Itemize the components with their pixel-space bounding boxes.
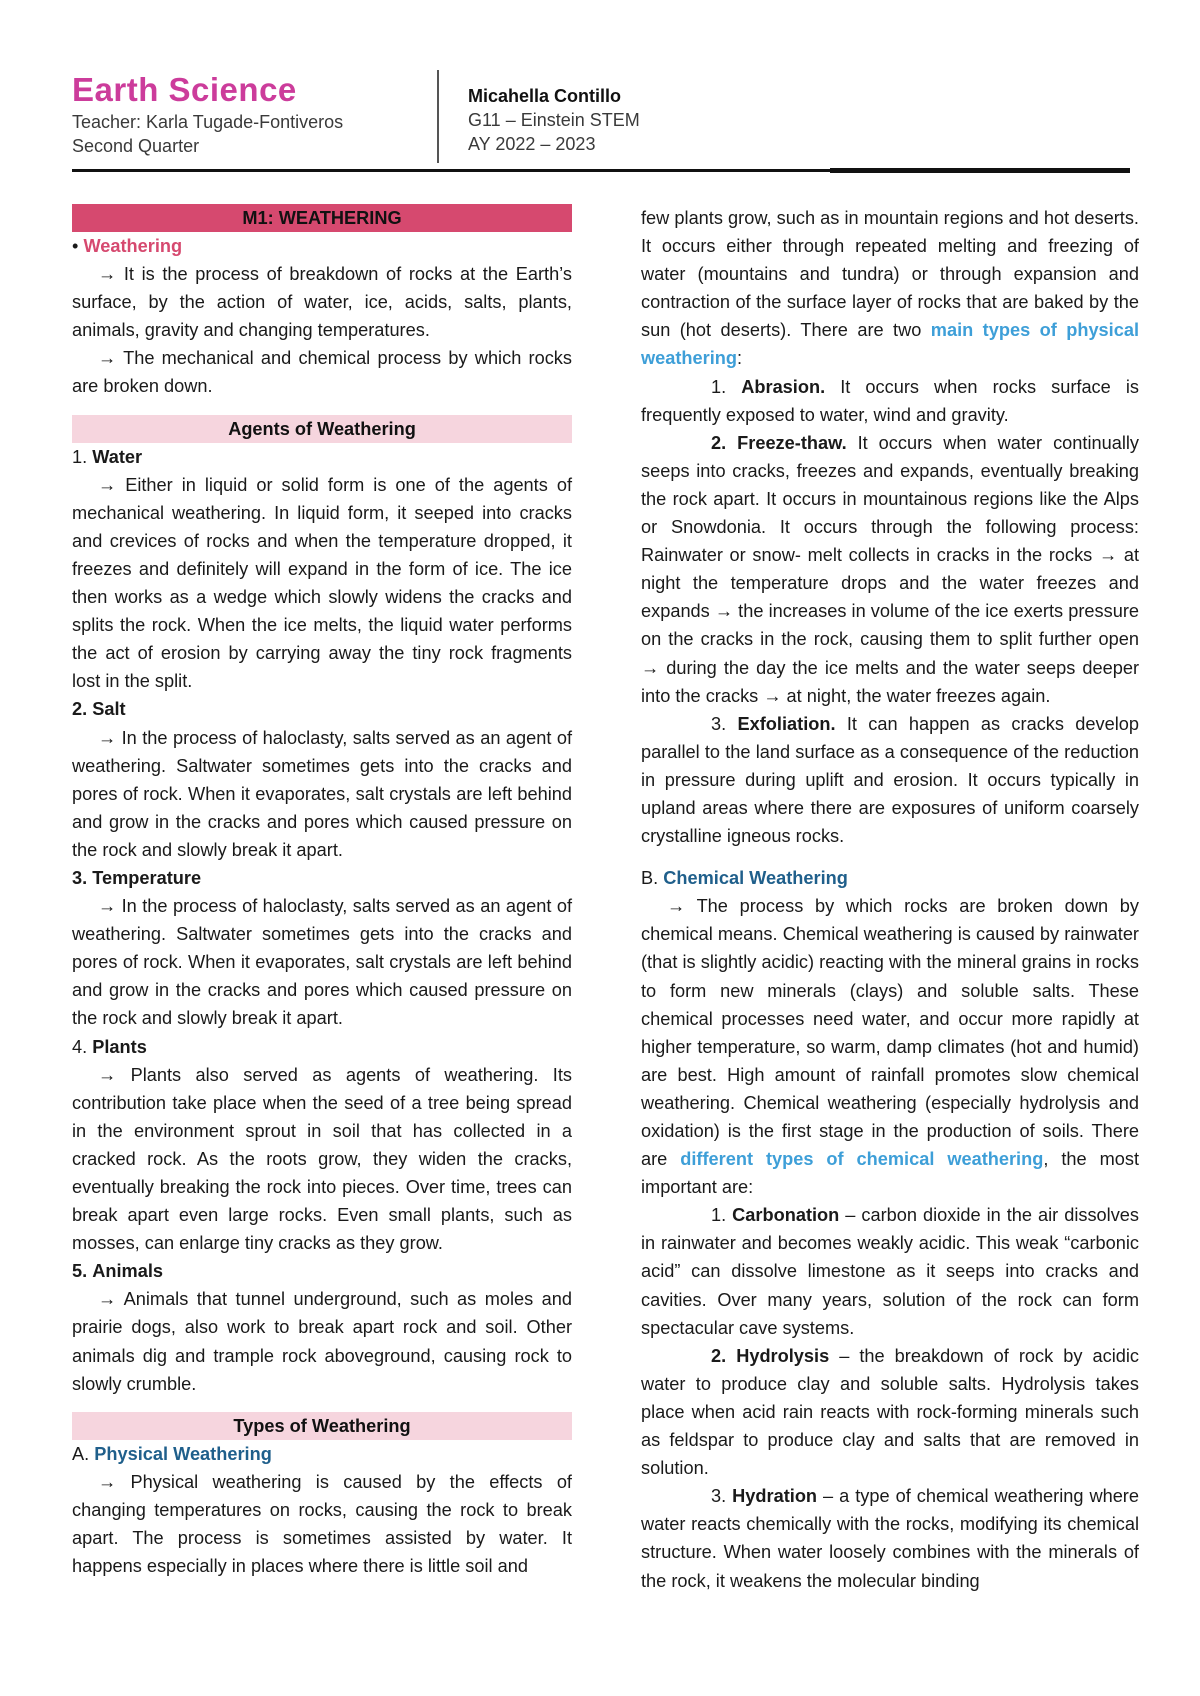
freeze-thaw-text: It occurs when water continually seeps into cracks, freezes and expands, eventually breaking the rock apart. It occurs in mountainous regions like the Alps or Snowdonia. It occurs through the following process: Rainwater or snow- melt collects in cracks in the rocks → at night the temperature drops and the water freezes and expands → the increases in volume of the ice exerts pressure on the cracks in the rock, causing them to split further open → during the day the ice melts and the water seeps deeper into the cracks → at night, the water freezes again. (641, 432, 1140, 706)
physical-weathering-text (72, 1468, 572, 1580)
abrasion-item (641, 373, 1139, 429)
item-number: 3. (711, 713, 727, 734)
agent-name: Salt (92, 699, 126, 720)
intro-definition-1: → It is the process of breakdown of rocks at the Earth’s surface, by the action of water, ice, acids, salts, plants, animals, gravity and changing temperatures. (72, 264, 572, 341)
agent-water-title (72, 443, 572, 471)
hydration-term: Hydration (732, 1486, 818, 1507)
physical-weathering-label: Physical Weathering (94, 1443, 272, 1464)
main-types-highlight: main types of physical weathering (641, 320, 1140, 369)
hydration-text: – a type of chemical weathering where water reacts chemically with the rocks, modifying its chemical structure. When water loosely combines with the minerals of the rock, it weakens the molecular binding (641, 1486, 1139, 1591)
carbonation-text: – carbon dioxide in the air dissolves in rainwater and becomes weakly acidic. This weak “carbonic acid” can dissolve limestone as it seeps into cracks and cavities. Over many years, solution of the rock can form spectacular cave systems. (641, 1205, 1140, 1338)
agent-number: 1. (72, 446, 88, 467)
chemical-weathering-text (641, 892, 1139, 1201)
different-types-highlight: different types of chemical weathering (680, 1149, 1044, 1170)
agent-name: Plants (92, 1036, 147, 1057)
item-number: 3. (711, 1486, 727, 1507)
abrasion-text: It occurs when rocks surface is frequently exposed to water, wind and gravity. (641, 376, 1139, 425)
agent-number: 5. (72, 1261, 88, 1282)
agent-name: Animals (92, 1261, 163, 1282)
carbonation-item (641, 1201, 1139, 1341)
left-column (72, 204, 572, 1580)
chemical-weathering-title (641, 864, 1139, 892)
physical-text-continued: few plants grow, such as in mountain regions and hot deserts. It occurs either through repeated melting and freezing of water (mountains and tundra) or through expansion and contraction of the surface layer of rocks that are baked by the sun (hot deserts). There are two (641, 208, 1139, 341)
agent-water-text: → Either in liquid or solid form is one of the agents of mechanical weathering. In liquid form, it seeped into cracks and crevices of rocks and when the temperature dropped, it freezes and definitely will expand in the form of ice. The ice then works as a wedge which slowly widens the cracks and splits the rock. When the ice melts, the liquid water performs the act of erosion by carrying away the tiny rock fragments lost in the split. (72, 474, 572, 692)
exfoliation-term: Exfoliation. (737, 713, 836, 734)
agent-animals-text: → Animals that tunnel underground, such as moles and prairie dogs, also work to break apart rock and soil. Other animals dig and trample rock aboveground, causing rock to slowly crumble. (72, 1289, 572, 1394)
hydration-item (641, 1482, 1139, 1594)
year-line: AY 2022 – 2023 (468, 134, 596, 154)
exfoliation-item (641, 710, 1139, 850)
agent-number: 4. (72, 1036, 88, 1057)
section-letter: A. (72, 1443, 90, 1464)
module-title-bar: M1: WEATHERING (72, 204, 572, 232)
agent-plants-text: → Plants also served as agents of weathering. Its contribution take place when the seed of a tree being spread in the environment sprout in soil that has collected in a cracked rock. As the roots grow, they widen the cracks, eventually breaking the rock into pieces. Over time, trees can break apart even large rocks. Even small plants, such as mosses, can enlarge tiny cracks as they grow. (72, 1064, 572, 1254)
hydrolysis-term: Hydrolysis (736, 1345, 830, 1366)
agent-temperature-text: → In the process of haloclasty, salts served as an agent of weathering. Saltwater sometimes gets into the cracks and pores of rock. When it evaporates, salt crystals are left behind and grow in the cracks and pores which caused pressure on the rock and slowly break it apart. (72, 896, 572, 1029)
section-line: G11 – Einstein STEM (468, 110, 640, 130)
colon: : (737, 348, 743, 369)
header-divider (437, 70, 439, 163)
bullet: • (72, 236, 79, 256)
right-column (641, 204, 1139, 1595)
student-name: Micahella Contillo (468, 86, 622, 106)
quarter-line: Second Quarter (72, 136, 200, 156)
section-letter: B. (641, 868, 659, 889)
physical-text-part: → Physical weathering is caused by the effects of changing temperatures on rocks, causing the rock to break apart. The process is sometimes assisted by water. It happens especially in places where there is little soil and (72, 1471, 572, 1577)
item-number: 2. (711, 432, 727, 453)
exfoliation-text: It can happen as cracks develop parallel to the land surface as a consequence of the reduction in pressure during uplift and erosion. It occurs typically in upland areas where there are exposures of uniform coarsely crystalline igneous rocks. (641, 713, 1139, 847)
header-right (468, 84, 768, 156)
item-number: 2. (711, 1345, 727, 1366)
teacher-line: Teacher: Karla Tugade-Fontiveros (72, 112, 344, 132)
item-number: 1. (711, 1205, 727, 1226)
abrasion-term: Abrasion. (741, 376, 826, 397)
header-left (72, 70, 432, 158)
agent-salt-title (72, 695, 572, 723)
agent-animals-title (72, 1257, 572, 1285)
physical-weathering-title (72, 1440, 572, 1468)
freeze-thaw-term: Freeze-thaw. (737, 432, 847, 453)
header-rule-accent (830, 168, 1130, 173)
agent-name: Temperature (92, 867, 202, 888)
agent-name: Water (92, 446, 143, 467)
physical-weathering-text-continued (641, 204, 1139, 373)
carbonation-term: Carbonation (732, 1205, 840, 1226)
agent-plants-title (72, 1033, 572, 1061)
chemical-text: → The process by which rocks are broken down by chemical means. Chemical weathering is caused by rainwater (that is slightly acidic) reacting with the mineral grains in rocks to form new minerals (clays) and soluble salts. These chemical processes need water, and occur more rapidly at higher temperature, so warm, damp climates (hot and humid) are best. High amount of rainfall promotes slow chemical weathering. Chemical weathering (especially hydrolysis and oxidation) is the first stage in the production of soils. There are (641, 896, 1139, 1170)
agent-number: 3. (72, 867, 88, 888)
types-heading: Types of Weathering (72, 1412, 572, 1440)
agent-salt-text: → In the process of haloclasty, salts served as an agent of weathering. Saltwater sometimes gets into the cracks and pores of rock. When it evaporates, salt crystals are left behind and grow in the cracks and pores which caused pressure on the rock and slowly break it apart. (72, 727, 572, 860)
hydrolysis-text: – the breakdown of rock by acidic water to produce clay and soluble salts. Hydrolysis takes place when acid rain reacts with rock-forming minerals such as feldspar to produce clay and salts that are removed in solution. (641, 1345, 1139, 1479)
freeze-thaw-item (641, 429, 1139, 710)
item-number: 1. (711, 376, 727, 397)
intro-definition-2: → The mechanical and chemical process by which rocks are broken down. (72, 348, 572, 397)
intro-term (72, 232, 572, 260)
agent-number: 2. (72, 699, 88, 720)
document-title: Earth Science (72, 71, 297, 108)
hydrolysis-item (641, 1342, 1139, 1482)
chemical-weathering-label: Chemical Weathering (663, 868, 848, 889)
chemical-text-tail: , the most important are: (641, 1149, 1139, 1198)
agent-temperature-title (72, 864, 572, 892)
weathering-term: Weathering (83, 236, 183, 256)
agents-heading: Agents of Weathering (72, 415, 572, 443)
